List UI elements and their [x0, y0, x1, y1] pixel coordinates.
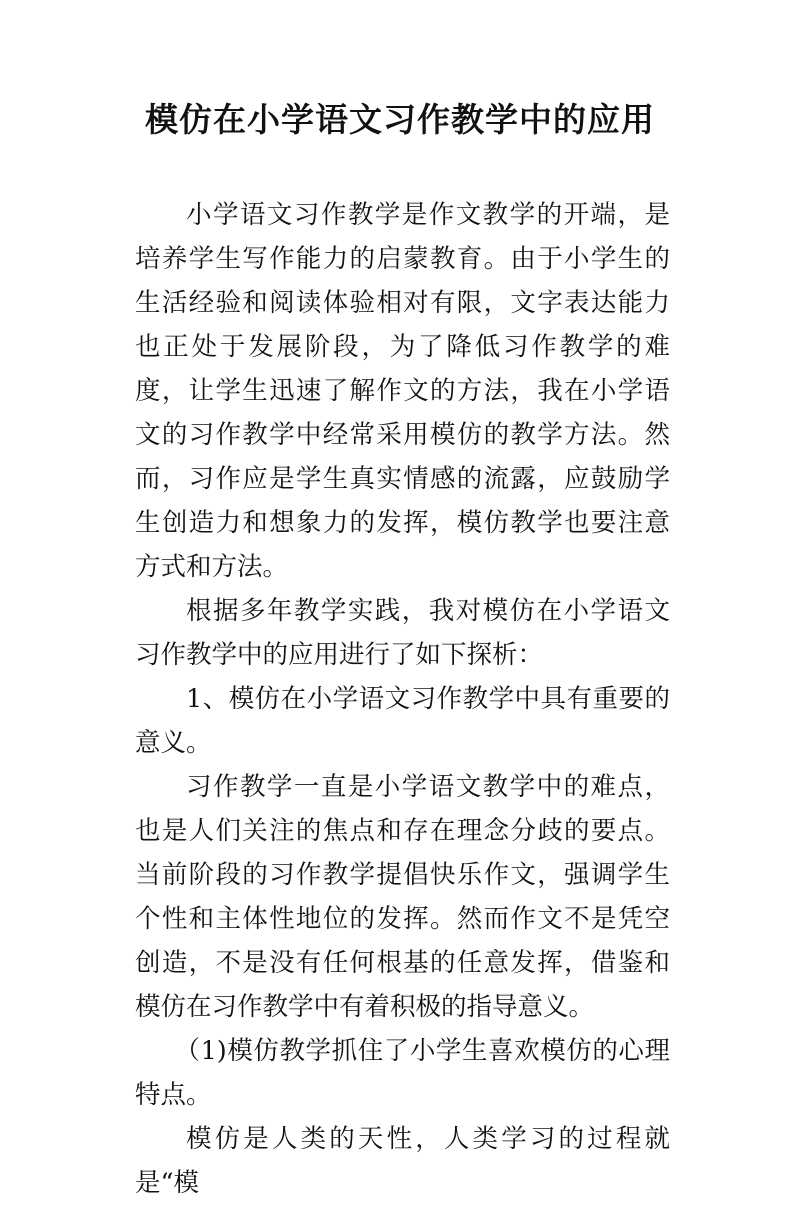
paragraph-practice: 根据多年教学实践，我对模仿在小学语文习作教学中的应用进行了如下探析：	[135, 596, 670, 670]
paragraph-imitation-nature: 模仿是人类的天性，人类学习的过程就是“模	[135, 1124, 670, 1198]
subsection-heading-1: （1)模仿教学抓住了小学生喜欢模仿的心理特点。	[135, 1036, 670, 1110]
paragraph-intro: 小学语文习作教学是作文教学的开端，是培养学生写作能力的启蒙教育。由于小学生的生活经验和阅读体验相对有限，文字表达能力也正处于发展阶段，为了降低习作教学的难度，让学生迅速了解作文的方法，我在小学语文的习作教学中经常采用模仿的教学方法。然而，习作应是学生真实情感的流露，应鼓励学生创造力和想象力的发挥，模仿教学也要注意方式和方法。	[135, 200, 670, 582]
section-heading-1: 1、模仿在小学语文习作教学中具有重要的意义。	[135, 684, 670, 758]
paragraph-significance: 习作教学一直是小学语文教学中的难点，也是人们关注的焦点和存在理念分歧的要点。当前阶段的习作教学提倡快乐作文，强调学生个性和主体性地位的发挥。然而作文不是凭空创造，不是没有任何根基的任意发挥，借鉴和模仿在习作教学中有着积极的指导意义。	[135, 772, 670, 1022]
document-body	[135, 193, 670, 1205]
document-title: 模仿在小学语文习作教学中的应用	[145, 100, 655, 139]
